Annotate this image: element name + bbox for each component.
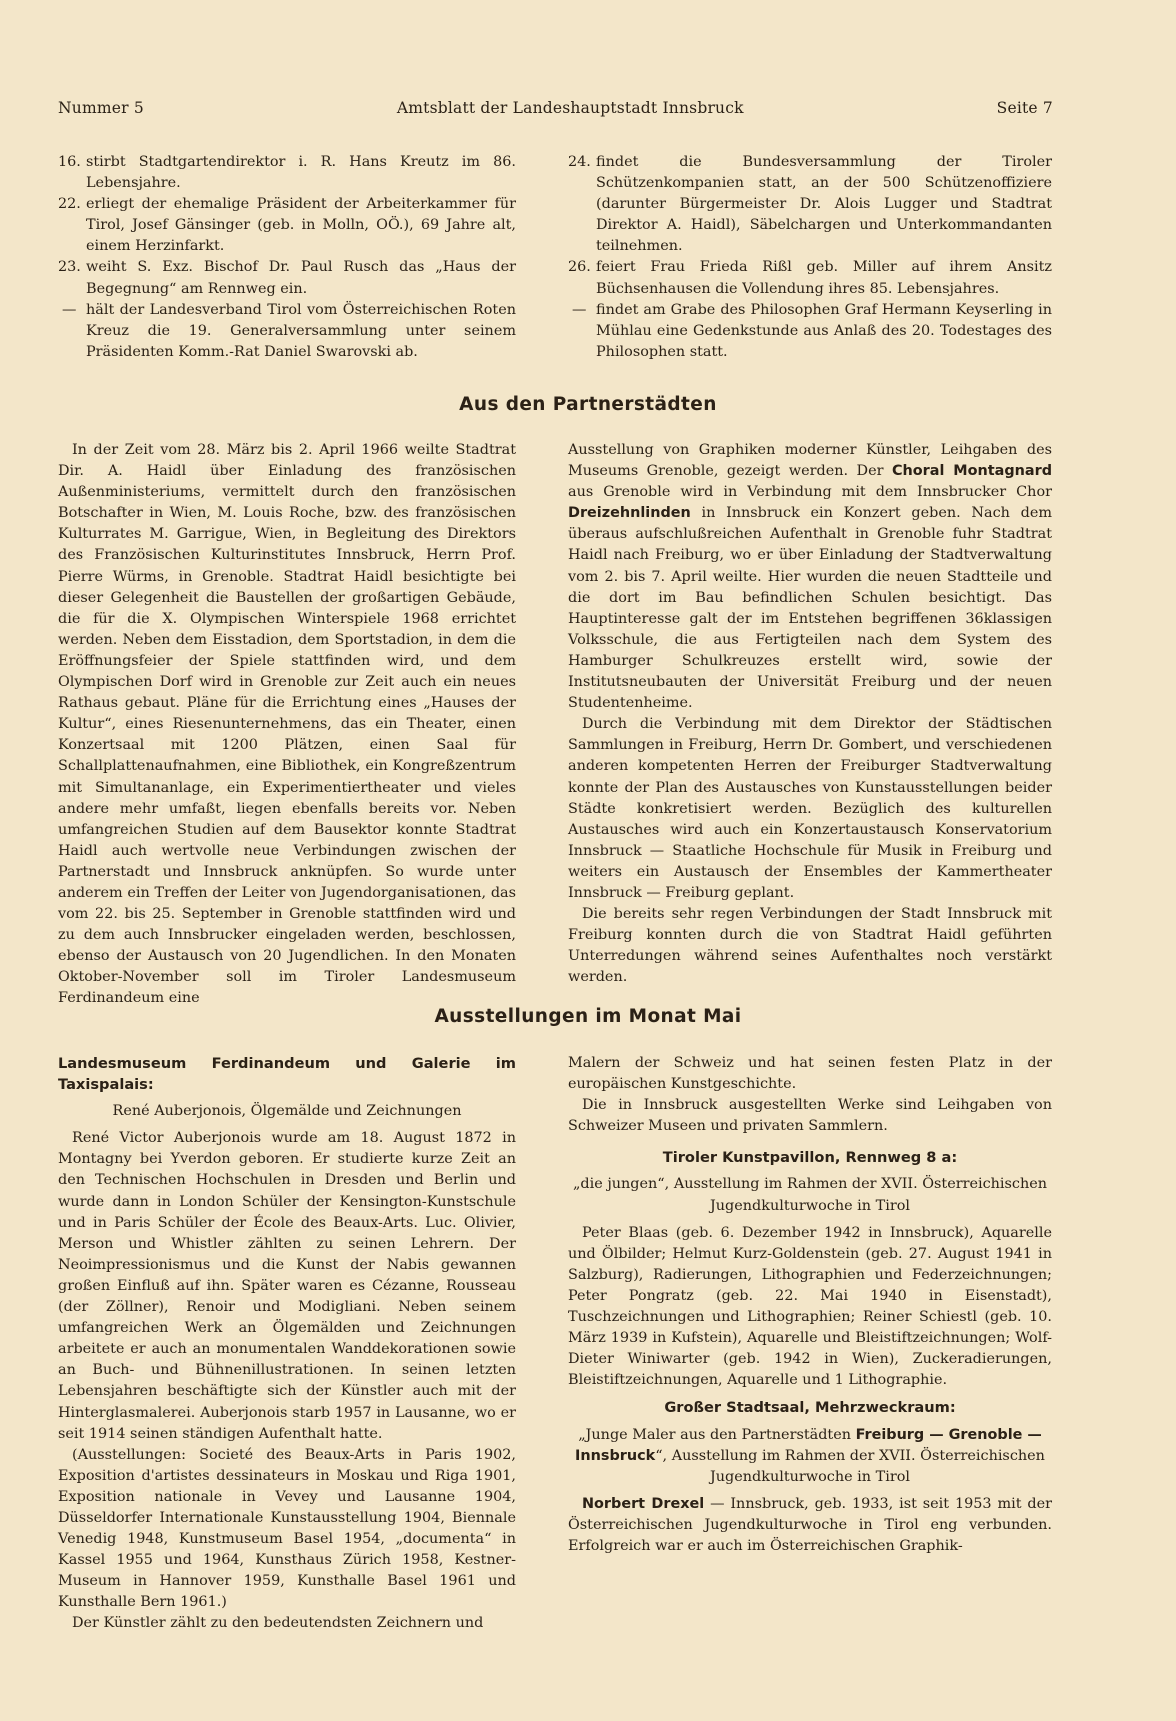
partner-cities-right-column	[568, 440, 1052, 988]
article-paragraph: Die bereits sehr regen Verbindungen der Stadt Innsbruck mit Freiburg konnten durch die von Stadtrat Haidl geführten Unterredungen während seines Aufenthaltes noch verstärkt werden.	[568, 906, 1052, 986]
article-paragraph: (Ausstellungen: Societé des Beaux-Arts in Paris 1902, Exposition d'artistes dessinateurs in Moskau und Riga 1901, Exposition nationale in Vevey und Lausanne 1904, Düsseldorfer Internationale Kunstausstellung 1904, Biennale Venedig 1948, Kunstmuseum Basel 1954, „documenta“ in Kassel 1955 und 1964, Kunsthaus Zürich 1958, Kestner-Museum in Hannover 1959, Kunsthalle Basel 1961 und Kunsthalle Bern 1961.)	[58, 1446, 516, 1611]
page-number: Seite 7	[996, 99, 1053, 117]
venue-heading: Tiroler Kunstpavillon, Rennweg 8 a:	[662, 1149, 958, 1167]
choir-name: Dreizehnlinden	[568, 505, 691, 522]
article-paragraph: Der Künstler zählt zu den bedeutendsten Zeichnern und	[72, 1615, 484, 1632]
article-paragraph: Malern der Schweiz und hat seinen festen Platz in der europäischen Kunstgeschichte.	[568, 1055, 1052, 1093]
article-paragraph: In der Zeit vom 28. März bis 2. April 1966 weilte Stadtrat Dir. A. Haidl über Einladung des französischen Außenministeriums, vermittelt durch den französischen Botschafter in Wien, M. Louis Roche, bzw. des französischen Kulturrates M. Garrigue, Wien, in Begleitung des Direktors des Französischen Kulturinstitutes Innsbruck, Herrn Prof. Pierre Würms, in Grenoble. Stadtrat Haidl besichtigte bei dieser Gelegenheit die Baustellen der großartigen Gebäude, die für die X. Olympischen Winterspiele 1968 errichtet werden. Neben dem Eisstadion, dem Sportstadion, in dem die Eröffnungsfeier der Spiele stattfinden wird, und dem Olympischen Dorf wird in Grenoble zur Zeit auch ein neues Rathaus gebaut. Pläne für die Errichtung eines „Hauses der Kultur“, eines Riesenunternehmens, das ein Theater, einen Konzertsaal mit 1200 Plätzen, einen Saal für Schallplattenaufnahmen, eine Bibliothek, ein Kongreßzentrum mit Simultananlage, ein Experimentiertheater und vieles andere mehr umfaßt, liegen ebenfalls bereits vor. Neben umfangreichen Studien auf dem Bausektor konnte Stadtrat Haidl auch wertvolle neue Verbindungen zwischen der Partnerstadt und Innsbruck anknüpfen. So wurde unter anderem ein Treffen der Leiter von Jugendorganisationen, das vom 22. bis 25. September in Grenoble stattfinden wird und zu dem auch Innsbrucker eingeladen werden, beschlossen, ebenso der Austausch von 20 Jugendlichen. In den Monaten Oktober-November soll im Tiroler Landesmuseum Ferdinandeum eine	[58, 442, 516, 1007]
page-header	[58, 99, 1053, 117]
publication-title: Amtsblatt der Landeshauptstadt Innsbruck	[396, 99, 744, 117]
article-paragraph: Ausstellung von Graphiken moderner Künstler, Leihgaben des Museums Grenoble, gezeigt werden. Der Choral Montagnard aus Grenoble wird in Verbindung mit dem Innsbrucker Chor Dreizehnlinden in Innsbruck ein Konzert geben. Nach dem überaus aufschlußreichen Aufenthalt in Grenoble fuhr Stadtrat Haidl nach Freiburg, wo er über Einladung der Stadtverwaltung vom 2. bis 7. April weilte. Hier wurden die neuen Stadtteile und die dort im Bau befindlichen Schulen besichtigt. Das Hauptinteresse galt der im Entstehen begriffenen 36klassigen Volksschule, die aus Fertigteilen nach dem System des Hamburger Schulkreuzes erstellt wird, sowie der Institutsneubauten der Universität Freiburg und der neuen Studentenheime.	[568, 442, 1052, 712]
chronicle-entry: 26. feiert Frau Frieda Rißl geb. Miller auf ihrem Ansitz Büchsenhausen die Vollendung ihres 85. Lebensjahres.	[568, 259, 1052, 297]
issue-number: Nummer 5	[58, 99, 144, 117]
exhibitions-left-column	[58, 1053, 516, 1635]
article-paragraph: Die in Innsbruck ausgestellten Werke sind Leihgaben von Schweizer Museen und privaten Sammlern.	[568, 1097, 1052, 1135]
article-paragraph: Peter Blaas (geb. 6. Dezember 1942 in Innsbruck), Aquarelle und Ölbilder; Helmut Kurz-Goldenstein (geb. 27. August 1941 in Salzburg), Radierungen, Lithographien und Federzeichnungen; Peter Pongratz (geb. 22. Mai 1940 in Eisenstadt), Tuschzeichnungen und Lithographien; Reiner Schiestl (geb. 10. März 1939 in Kufstein), Aquarelle und Bleistiftzeichnungen; Wolf-Dieter Winiwarter (geb. 1942 in Wien), Zuckeradierungen, Bleistiftzeichnungen, Aquarelle und 1 Lithographie.	[568, 1224, 1052, 1389]
chronicle-entry: 24. findet die Bundesversammlung der Tiroler Schützenkompanien statt, an der 500 Schützenoffiziere (darunter Bürgermeister Dr. Alois Lugger und Stadtrat Direktor A. Haidl), Säbelchargen und Unterkommandanten teilnehmen.	[568, 154, 1052, 255]
exhibitions-right-column	[568, 1053, 1052, 1557]
exhibition-title: René Auberjonois, Ölgemälde und Zeichnungen	[112, 1103, 462, 1120]
venue-heading: Landesmuseum Ferdinandeum und Galerie im Taxispalais:	[58, 1055, 516, 1094]
chronicle-left-column	[58, 152, 516, 363]
partner-cities-left-column	[58, 440, 516, 1010]
chronicle-entry: 23. weiht S. Exz. Bischof Dr. Paul Rusch das „Haus der Begegnung“ am Rennweg ein.	[58, 259, 516, 297]
chronicle-entry: — findet am Grabe des Philosophen Graf Hermann Keyserling in Mühlau eine Gedenkstunde aus Anlaß des 20. Todestages des Philosophen statt.	[572, 301, 1052, 360]
section-heading-exhibitions: Ausstellungen im Monat Mai	[434, 1006, 742, 1027]
article-paragraph: Durch die Verbindung mit dem Direktor der Städtischen Sammlungen in Freiburg, Herrn Dr. Gombert, und verschiedenen anderen kompetenten Herren der Freiburger Stadtverwaltung konnte der Plan des Austausches von Kunstausstellungen beider Städte konkretisiert werden. Bezüglich des kulturellen Austausches wird auch ein Konzertaustausch Konservatorium Innsbruck — Staatliche Hochschule für Musik in Freiburg und weiters ein Austausch der Ensembles der Kammertheater Innsbruck — Freiburg geplant.	[568, 716, 1052, 901]
choir-name: Choral Montagnard	[891, 463, 1052, 480]
article-paragraph: Norbert Drexel — Innsbruck, geb. 1933, ist seit 1953 mit der Österreichischen Jugendkulturwoche in Tirol eng verbunden. Erfolgreich war er auch im Österreichischen Graphik-	[568, 1495, 1052, 1554]
chronicle-right-column	[568, 152, 1052, 363]
article-paragraph: René Victor Auberjonois wurde am 18. August 1872 in Montagny bei Yverdon geboren. Er studierte kurze Zeit an den Technischen Hochschulen in Dresden und Berlin und wurde dann in London Schüler der Kensington-Kunstschule und in Paris Schüler der École des Beaux-Arts. Luc. Olivier, Merson und Whistler zählten zu seinen Lehrern. Der Neoimpressionismus und die Kunst der Nabis gewannen großen Einfluß auf ihn. Später waren es Cézanne, Rousseau (der Zöllner), Renoir und Modigliani. Neben seinem umfangreichen Werk an Ölgemälden und Zeichnungen arbeitete er auch an monumentalen Wanddekorationen sowie an Buch- und Bühnenillustrationen. In seinen letzten Lebensjahren beschäftigte sich der Künstler auch mit der Hinterglasmalerei. Auberjonois starb 1957 in Lausanne, wo er seit 1914 seinen ständigen Aufenthalt hatte.	[58, 1130, 516, 1442]
chronicle-entry: — hält der Landesverband Tirol vom Österreichischen Roten Kreuz die 19. Generalversammlung unter seinem Präsidenten Komm.-Rat Daniel Swarovski ab.	[62, 301, 516, 360]
chronicle-entry: 22. erliegt der ehemalige Präsident der Arbeiterkammer für Tirol, Josef Gänsinger (geb. in Molln, OÖ.), 69 Jahre alt, einem Herzinfarkt.	[58, 196, 516, 255]
chronicle-entry: 16. stirbt Stadtgartendirektor i. R. Hans Kreutz im 86. Lebensjahre.	[58, 154, 516, 192]
section-heading-partner-cities: Aus den Partnerstädten	[459, 394, 717, 415]
venue-heading: Großer Stadtsaal, Mehrzweckraum:	[664, 1399, 956, 1417]
exhibition-title: „Junge Maler aus den Partnerstädten Freiburg — Grenoble — Innsbruck“, Ausstellung im Rahmen der XVII. Österreichischen Jugendkulturwoche in Tirol	[575, 1426, 1045, 1485]
exhibition-title: „die jungen“, Ausstellung im Rahmen der XVII. Österreichischen Jugendkulturwoche in Tirol	[572, 1176, 1048, 1214]
artist-name: Norbert Drexel	[582, 1495, 705, 1512]
